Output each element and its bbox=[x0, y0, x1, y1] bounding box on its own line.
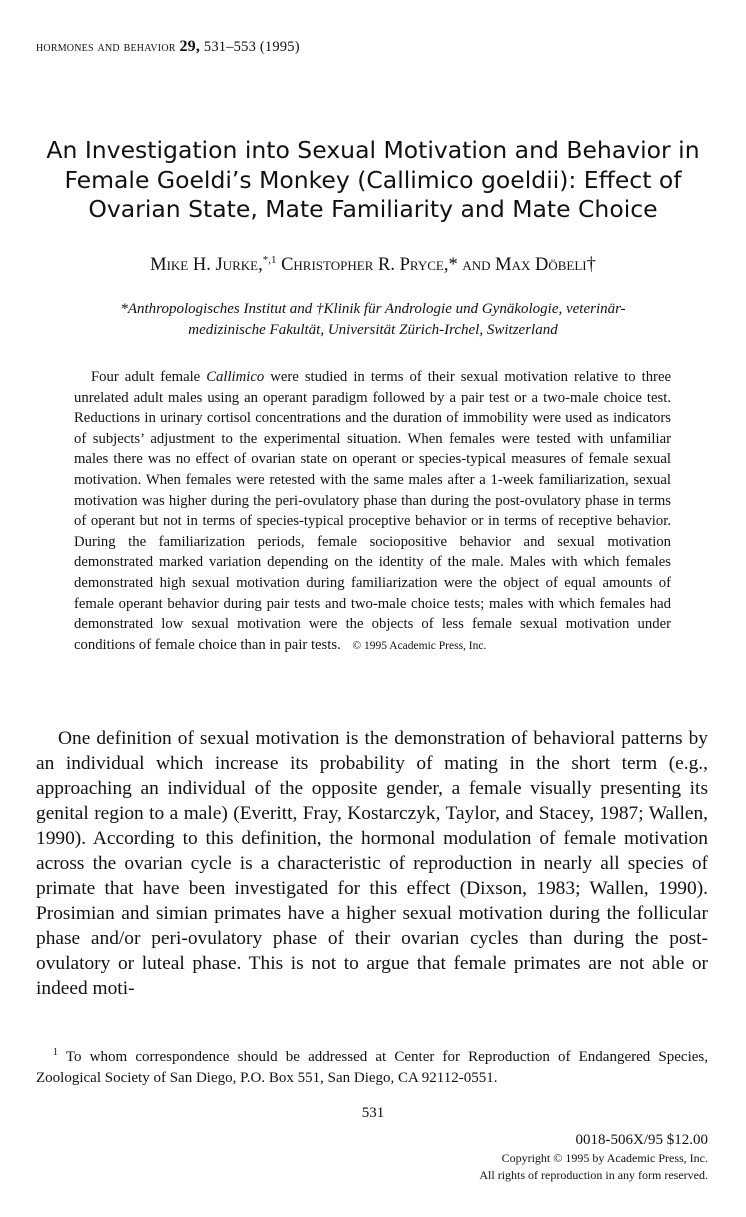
author-pryce: Christopher R. Pryce,* bbox=[281, 255, 458, 276]
publisher-imprint bbox=[479, 1130, 708, 1184]
journal-volume: 29, bbox=[179, 38, 201, 55]
journal-name: hormones and behavior bbox=[36, 39, 176, 55]
page-number: 531 bbox=[361, 1105, 385, 1121]
article-title: An Investigation into Sexual Motivation and Behavior in Female Goeldi’s Monkey (Callimico goeldii): Effect of Ovarian State, Mate Familiarity and Mate Choice bbox=[46, 136, 700, 223]
imprint-copyright: Copyright © 1995 by Academic Press, Inc. bbox=[501, 1151, 708, 1165]
author-list bbox=[0, 254, 746, 276]
abstract-lead: Four adult female bbox=[91, 369, 201, 385]
journal-year: (1995) bbox=[259, 39, 300, 55]
affiliation bbox=[60, 299, 686, 341]
abstract-genus: Callimico bbox=[206, 369, 265, 385]
imprint-rights: All rights of reproduction in any form reserved. bbox=[479, 1168, 708, 1182]
journal-header bbox=[36, 38, 300, 56]
footnote-mark: 1 bbox=[53, 1047, 58, 1058]
abstract bbox=[74, 367, 671, 656]
author-dobeli: Max Döbeli† bbox=[495, 255, 596, 276]
author-jurke-marks: *,1 bbox=[262, 254, 277, 266]
footnote bbox=[36, 1042, 708, 1089]
author-jurke: Mike H. Jurke, bbox=[150, 255, 263, 276]
abstract-copyright: © 1995 Academic Press, Inc. bbox=[352, 639, 487, 652]
abstract-text: were studied in terms of their sexual motivation relative to three unrelated adult males using an operant paradigm followed by a pair test or a two-male choice test. Reductions in urinary cortisol concentrations and the duration of immobility were used as indicators of subjects’ adjustment to the experimental situation. When females were tested with unfamiliar males there was no effect of ovarian state on operant or species-typical measures of female sexual motivation. When females were retested with the same males after a 1-week familiarization, sexual motivation was higher during the peri-ovulatory phase than during the post-ovulatory phase in terms of operant but not in terms of species-typical proceptive behavior or in terms of receptive behavior. During the familiarization periods, female sociopositive behavior and sexual motivation demonstrated marked variation depending on the identity of the male. Males with which females demonstrated high sexual motivation during familiarization were the object of equal amounts of female operant behavior during pair tests and two-male choice tests; males with which females had demonstrated low sexual motivation were the objects of less female sexual motivation under conditions of female choice than in pair tests. bbox=[74, 369, 671, 653]
journal-pages: 531–553 bbox=[203, 39, 257, 55]
affiliation-line-2: medizinische Fakultät, Universität Zürich-Irchel, Switzerland bbox=[188, 322, 558, 338]
footnote-text: To whom correspondence should be addressed at Center for Reproduction of Endangered Species, Zoological Society of San Diego, P.O. Box 551, San Diego, CA 92112-0551. bbox=[36, 1049, 708, 1086]
issn-price: 0018-506X/95 $12.00 bbox=[575, 1132, 708, 1148]
author-conjunction: and bbox=[462, 255, 491, 276]
body-paragraph: One definition of sexual motivation is the demonstration of behavioral patterns by an individual which increase its probability of mating in the short term (e.g., approaching an individual of the opposite gender, a female visually presenting its genital region to a male) (Everitt, Fray, Kostarczyk, Taylor, and Stacey, 1987; Wallen, 1990). According to this definition, the hormonal modulation of female motivation across the ovarian cycle is a characteristic of reproduction in nearly all species of primate that have been investigated for this effect (Dixson, 1983; Wallen, 1990). Prosimian and simian primates have a higher sexual motivation during the follicular phase and/or peri-ovulatory phase of their ovarian cycles than during the post-ovulatory or luteal phase. This is not to argue that female primates are not able or indeed moti- bbox=[36, 728, 708, 999]
affiliation-line-1: *Anthropologisches Institut and †Klinik für Andrologie und Gynäkologie, veterinär- bbox=[120, 301, 626, 317]
